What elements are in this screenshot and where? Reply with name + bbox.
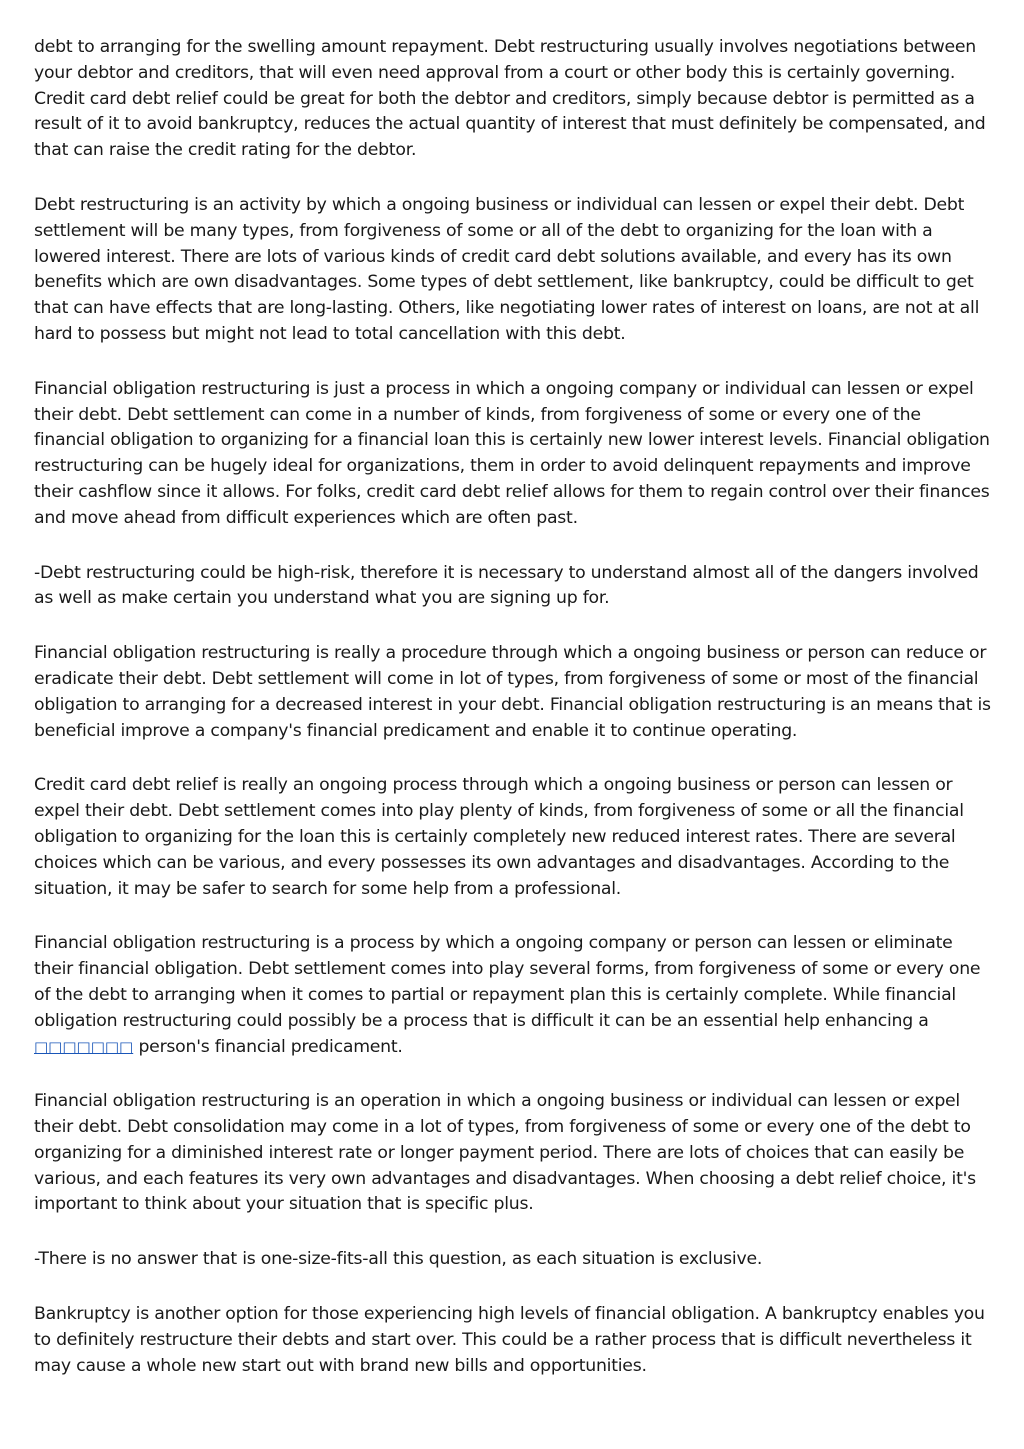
paragraph-5: Financial obligation restructuring is really a procedure through which a ongoing business or person can reduce or eradicate their debt. Debt settlement will come in lot of types, from forgiveness of some or most of the financial obligation to arranging for a decreased interest in your debt. Financial obligation restructuring is an means that is beneficial improve a company's financial predicament and enable it to continue operating.: [34, 643, 991, 741]
paragraph-7-text-before: Financial obligation restructuring is a process by which a ongoing company or person can lessen or eliminate their financial obligation. Debt settlement comes into play several forms, from forgiveness of some or every one of the debt to arranging when it comes to partial or repayment plan this is certainly complete. While financial obligation restructuring could possibly be a process that is difficult it can be an essential help enhancing a: [34, 933, 981, 1031]
paragraph-3: Financial obligation restructuring is just a process in which a ongoing company or individual can lessen or expel their debt. Debt settlement can come in a number of kinds, from forgiveness of some or every one of the financial obligation to organizing for a financial loan this is certainly new lower interest levels. Financial obligation restructuring can be hugely ideal for organizations, them in order to avoid delinquent repayments and improve their cashflow since it allows. For folks, credit card debt relief allows for them to regain control over their finances and move ahead from difficult experiences which are often past.: [34, 378, 990, 528]
paragraph-4: -Debt restructuring could be high-risk, therefore it is necessary to understand almost all of the dangers involved as well as make certain you understand what you are signing up for.: [34, 562, 979, 609]
inline-link[interactable]: □□□□□□□: [34, 1037, 134, 1056]
paragraph-10: Bankruptcy is another option for those experiencing high levels of financial obligation. A bankruptcy enables you to definitely restructure their debts and start over. This could be a rather process that is difficult nevertheless it may cause a whole new start out with brand new bills and opportunities.: [34, 1304, 985, 1376]
paragraph-7-with-link: [34, 931, 994, 1060]
paragraph-8: Financial obligation restructuring is an operation in which a ongoing business or individual can lessen or expel their debt. Debt consolidation may come in a lot of types, from forgiveness of some or every one of the debt to organizing for a diminished interest rate or longer payment period. There are lots of choices that can easily be various, and each features its very own advantages and disadvantages. When choosing a debt relief choice, it's important to think about your situation that is specific plus.: [34, 1091, 976, 1215]
document-body: [34, 35, 994, 1408]
paragraph-1: debt to arranging for the swelling amount repayment. Debt restructuring usually involves negotiations between your debtor and creditors, that will even need approval from a court or other body this is certainly governing. Credit card debt relief could be great for both the debtor and creditors, simply because debtor is permitted as a result of it to avoid bankruptcy, reduces the actual quantity of interest that must definitely be compensated, and that can raise the credit rating for the debtor.: [34, 37, 986, 161]
paragraph-2: Debt restructuring is an activity by which a ongoing business or individual can lessen or expel their debt. Debt settlement will be many types, from forgiveness of some or all of the debt to organizing for the loan with a lowered interest. There are lots of various kinds of credit card debt solutions available, and every has its own benefits which are own disadvantages. Some types of debt settlement, like bankruptcy, could be difficult to get that can have effects that are long-lasting. Others, like negotiating lower rates of interest on loans, are not at all hard to possess but might not lead to total cancellation with this debt.: [34, 194, 980, 344]
paragraph-6: Credit card debt relief is really an ongoing process through which a ongoing business or person can lessen or expel their debt. Debt settlement comes into play plenty of kinds, from forgiveness of some or all the financial obligation to organizing for the loan this is certainly completely new reduced interest rates. There are several choices which can be various, and every possesses its own advantages and disadvantages. According to the situation, it may be safer to search for some help from a professional.: [34, 775, 964, 899]
paragraph-7-text-after: person's financial predicament.: [133, 1036, 403, 1057]
paragraph-9: -There is no answer that is one-size-fits-all this question, as each situation is exclusive.: [34, 1249, 763, 1270]
